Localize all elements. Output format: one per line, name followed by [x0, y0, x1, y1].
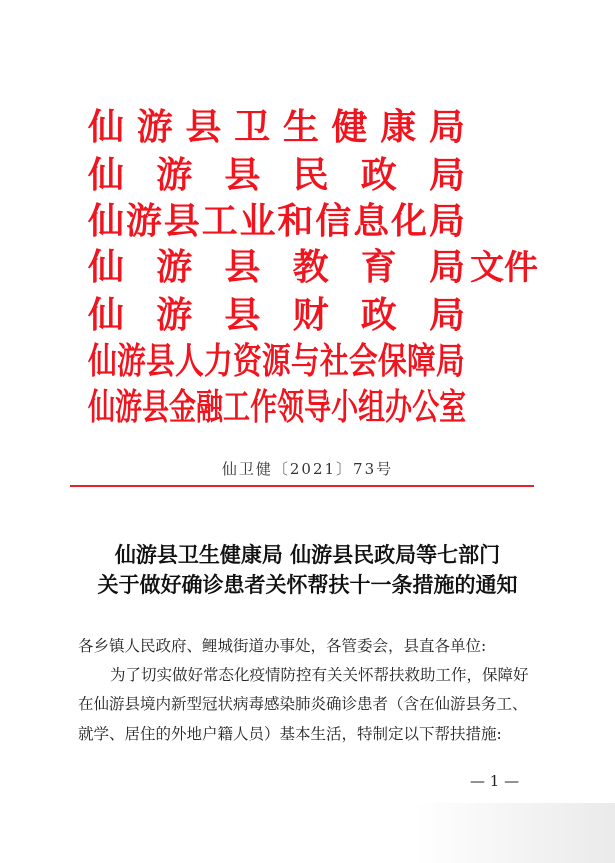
authority-char: 组 [358, 387, 386, 428]
authority-char: 仙 [88, 155, 125, 196]
authority-char: 游 [156, 295, 193, 336]
authority-char: 局 [428, 155, 465, 196]
authority-char: 化 [391, 201, 428, 242]
authority-char: 游 [125, 201, 162, 242]
authority-char: 导 [304, 387, 332, 428]
document-title-line-1: 仙游县卫生健康局 仙游县民政局等七部门 [114, 543, 501, 567]
authority-char: 游 [136, 107, 173, 148]
authority-char: 游 [115, 387, 143, 428]
authority-char: 康 [380, 107, 417, 148]
authority-char: 县 [224, 295, 261, 336]
authority-char: 与 [290, 341, 320, 382]
document-suffix: 文件 [470, 248, 538, 288]
page-number: — 1 — [470, 772, 520, 790]
paragraph-line: 在仙游县境内新型冠状病毒感染肺炎确诊患者（含在仙游县务工、 [78, 695, 528, 713]
authority-char: 仙 [88, 201, 125, 242]
authority-char: 社 [319, 341, 349, 382]
authority-char: 领 [277, 387, 305, 428]
authority-char: 政 [360, 155, 397, 196]
authority-char: 障 [406, 341, 436, 382]
authority-char: 游 [156, 155, 193, 196]
authority-char: 源 [261, 341, 291, 382]
authority-char: 县 [163, 201, 200, 242]
authority-char: 游 [116, 341, 146, 382]
document-number: 仙卫健〔2021〕73号 [221, 460, 394, 478]
salutation: 各乡镇人民政府、鲤城街道办事处，各管委会，县直各单位: [78, 637, 487, 655]
authority-char: 局 [428, 107, 465, 148]
authority-char: 县 [185, 107, 222, 148]
authority-char: 民 [292, 155, 329, 196]
authority-char: 作 [250, 387, 278, 428]
paragraph-line: 为了切实做好常态化疫情防控有关关怀帮扶救助工作，保障好 [110, 666, 529, 684]
authority-char: 游 [156, 247, 193, 288]
authority-char: 局 [428, 201, 465, 242]
authority-char: 教 [292, 247, 329, 288]
authority-line [88, 200, 465, 244]
authority-char: 资 [232, 341, 262, 382]
authority-char: 业 [239, 201, 276, 242]
authority-char: 息 [353, 201, 390, 242]
authority-char: 局 [435, 341, 465, 382]
authority-char: 力 [203, 341, 233, 382]
authority-char: 工 [223, 387, 251, 428]
document-title-line-2: 关于做好确诊患者关怀帮扶十一条措施的通知 [97, 573, 518, 597]
authority-char: 小 [331, 387, 359, 428]
authority-char: 会 [348, 341, 378, 382]
authority-char: 仙 [88, 341, 117, 382]
authority-line [88, 246, 465, 290]
authority-char: 县 [224, 155, 261, 196]
authority-char: 局 [428, 247, 465, 288]
authority-line [88, 386, 465, 430]
authority-char: 信 [315, 201, 352, 242]
authority-char: 公 [412, 387, 440, 428]
page-shadow [415, 803, 615, 863]
red-divider [70, 485, 534, 487]
authority-char: 财 [292, 295, 329, 336]
authority-char: 室 [439, 387, 467, 428]
authority-line [88, 154, 465, 198]
authority-char: 生 [282, 107, 319, 148]
paragraph-line: 就学、居住的外地户籍人员）基本生活，特制定以下帮扶措施: [78, 725, 502, 743]
authority-char: 保 [377, 341, 407, 382]
authority-char: 政 [360, 295, 397, 336]
authority-char: 健 [331, 107, 368, 148]
authority-char: 融 [196, 387, 224, 428]
authority-char: 仙 [88, 387, 116, 428]
authority-char: 县 [142, 387, 170, 428]
authority-char: 仙 [88, 107, 125, 148]
authority-char: 金 [169, 387, 197, 428]
authority-char: 仙 [88, 247, 125, 288]
authority-char: 办 [385, 387, 413, 428]
authority-char: 育 [360, 247, 397, 288]
authority-char: 仙 [88, 295, 125, 336]
authority-line [88, 340, 465, 384]
authority-char: 工 [201, 201, 238, 242]
authority-char: 人 [174, 341, 204, 382]
authority-char: 县 [145, 341, 175, 382]
authority-line [88, 294, 465, 338]
authority-char: 和 [277, 201, 314, 242]
authority-char: 局 [428, 295, 465, 336]
authority-line [88, 106, 465, 150]
authority-char: 县 [224, 247, 261, 288]
authority-char: 卫 [234, 107, 271, 148]
